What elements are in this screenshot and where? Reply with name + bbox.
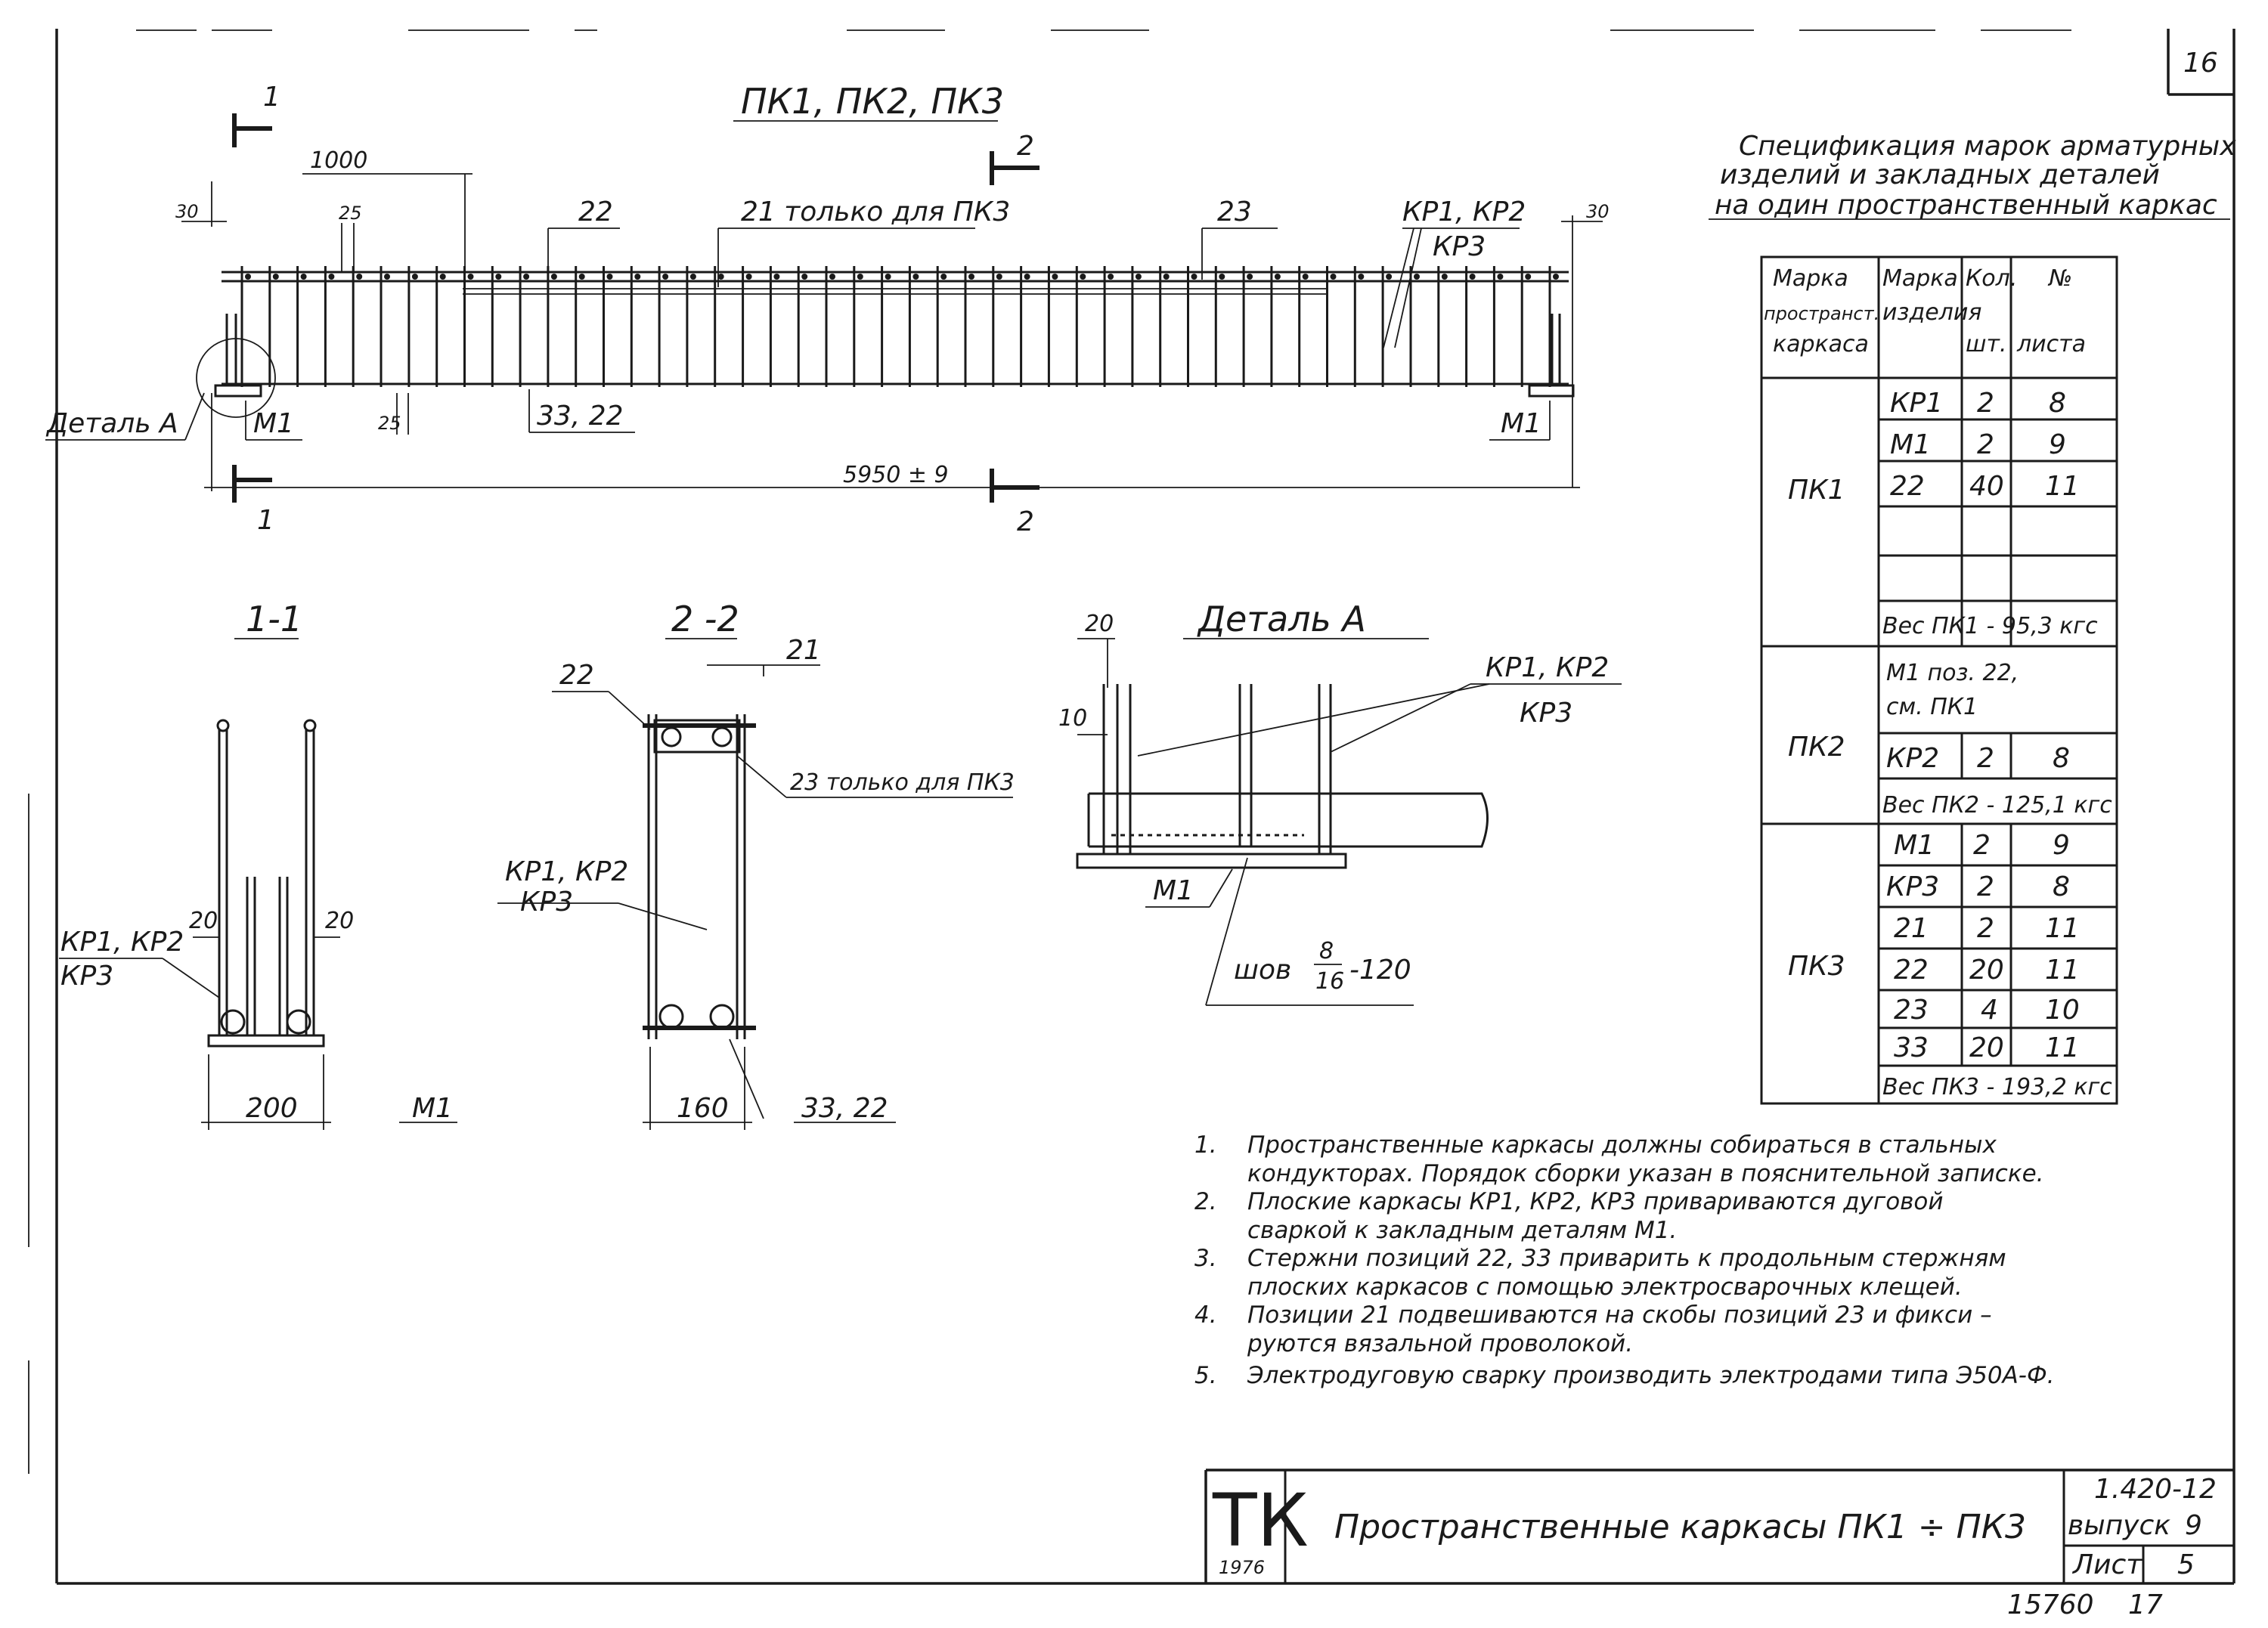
rod-joint-dot [245,274,251,280]
spec-title-line-3: на один пространственный каркас [1715,190,2217,221]
rod-joint-dot [1052,274,1058,280]
spec-pk3-weight: Вес ПК3 - 193,2 кгс [1882,1074,2112,1100]
section-2-2-title: 2 -2 [671,599,739,639]
title-block-sheet-label: Лист [2073,1549,2143,1580]
section-1-1-dim-20-left: 20 [189,908,218,934]
detail-a-dim-10: 10 [1058,705,1088,732]
section-1-label-bottom: 1 [257,505,274,536]
spec-header-qty-2: шт. [1966,331,2007,357]
section-2-2-pos-22: 22 [559,660,594,691]
rod-joint-dot [1414,274,1420,280]
spec-header-item-mark-1: Марка [1882,265,1958,292]
spec-pk2-weight: Вес ПК2 - 125,1 кгс [1882,792,2112,819]
section-1-1-width: 200 [246,1093,298,1124]
section-1-1 [59,599,457,1130]
rod-joint-dot [1470,274,1476,280]
spec-pk1-row1-item: КР1 [1890,388,1944,419]
section-2-2-kr1-kr2: КР1, КР2 [505,856,629,887]
spec-header-frame-mark-2: пространст. [1764,303,1880,324]
spec-pk3-row4-item: 22 [1894,955,1929,986]
spec-pk3-row6-item: 33 [1894,1032,1929,1063]
sheet-number: 16 [2183,48,2218,79]
section-2-2-pos-33-22: 33, 22 [801,1093,888,1124]
footer-page-number: 17 [2128,1589,2163,1620]
title-block-logo: ТК [1213,1478,1309,1563]
section-2-label-top: 2 [1017,131,1034,162]
section-2-2 [497,599,1015,1130]
stirrup-rods [242,266,1559,387]
rod-joint-dot [1136,274,1142,280]
title-block-year: 1976 [1219,1557,1266,1578]
rod-joint-dot [523,274,529,280]
rod-joint-dot [662,274,668,280]
detail-a-title: Деталь А [1198,599,1366,639]
rod-joint-dot [829,274,835,280]
note-4-line-1: Позиции 21 подвешиваются на скобы позиций 23 и фикси – [1247,1301,1992,1329]
detail-a-weld-label: шов [1234,955,1292,986]
rod-joint-dot [1553,274,1559,280]
embedded-plate-m1-left [215,385,261,396]
note-1-number: 1. [1194,1131,1217,1159]
rod-joint-dot [1080,274,1086,280]
spec-pk3-row3-sheet: 11 [2045,913,2080,944]
spec-header-frame-mark-3: каркаса [1773,331,1869,357]
section-2-2-kr3: КР3 [520,887,574,918]
spec-header-sheet-1: № [2049,265,2073,292]
rod-joint-dot [356,274,362,280]
spec-pk3-row1-item: М1 [1894,830,1935,861]
section-1-label-top: 1 [263,82,280,113]
rod-joint-dot [718,274,724,280]
rod-joint-dot [1191,274,1198,280]
spec-header-item-mark-2: изделия [1882,299,1982,326]
spec-header-sheet-2: листа [2017,331,2087,357]
detail-a-dim-20: 20 [1085,611,1114,637]
dim-1000: 1000 [310,147,368,174]
note-1-line-1: Пространственные каркасы должны собираться в стальных [1247,1131,1997,1159]
rod-joint-dot [912,274,919,280]
spec-header-qty-1: Кол. [1966,265,2018,292]
detail-a-kr1-kr2: КР1, КР2 [1486,652,1610,683]
rod-joint-dot [968,274,974,280]
rod-joint-dot [1247,274,1253,280]
spec-pk1-row2-item: М1 [1890,429,1931,460]
spec-title-line-2: изделий и закладных деталей [1720,159,2160,190]
spec-pk3-row2-item: КР3 [1886,871,1940,902]
rod-joint-dot [412,274,418,280]
spec-header-frame-mark-1: Марка [1773,265,1848,292]
spec-pk2-row1-qty: 2 [1977,743,1994,774]
label-m1-left: М1 [253,408,294,439]
note-4-number: 4. [1194,1301,1217,1329]
rod-joint-dot [996,274,1002,280]
note-2-number: 2. [1194,1188,1217,1215]
section-2-2-pos-21: 21 [786,635,821,666]
rod-joint-dot [440,274,446,280]
section-2-2-width: 160 [677,1093,729,1124]
dim-30-right: 30 [1586,201,1610,222]
section-1-1-dim-20-right: 20 [325,908,355,934]
rod-joint-dot [273,274,279,280]
rod-joint-dot [773,274,779,280]
title-block [1206,1470,2234,1583]
rod-joint-dot [495,274,501,280]
rod-joint-dot [579,274,585,280]
rod-joint-dot [607,274,613,280]
rod-joint-dot [1386,274,1392,280]
label-pos-22: 22 [578,197,613,227]
elevation-title: ПК1, ПК2, ПК3 [741,81,1005,122]
rod-joint-dot [885,274,891,280]
rod-joint-dot [1275,274,1281,280]
spec-pk3-row2-qty: 2 [1977,871,1994,902]
note-1-line-2: кондукторах. Порядок сборки указан в пояснительной записке. [1247,1160,2044,1187]
note-3-line-2: плоских каркасов с помощью электросварочных клещей. [1247,1274,1963,1301]
rod-joint-dot [940,274,947,280]
title-block-issue-label: выпуск [2068,1510,2171,1541]
detail-a [1058,599,1622,1005]
detail-a-weld-length: -120 [1349,955,1411,986]
spec-pk1-row2-sheet: 9 [2049,429,2066,460]
dim-25-top: 25 [339,203,362,224]
spec-pk3-row6-sheet: 11 [2045,1032,2080,1063]
rod-joint-dot [1163,274,1170,280]
spec-pk1-row3-sheet: 11 [2045,471,2080,502]
section-marker-2 [992,131,1040,537]
rod-joint-dot [746,274,752,280]
rod-joint-dot [690,274,696,280]
rod-joint-dot [1303,274,1309,280]
note-2-line-1: Плоские каркасы КР1, КР2, КР3 привариваются дуговой [1247,1188,1944,1215]
spec-pk3-row1-qty: 2 [1973,830,1991,861]
rod-joint-dot [1108,274,1114,280]
elevation-view [45,81,1610,537]
note-5-line-1: Электродуговую сварку производить электродами типа Э50А-Ф. [1247,1362,2055,1389]
spec-pk1-row1-sheet: 8 [2049,388,2066,419]
spec-pk3-row3-item: 21 [1894,913,1929,944]
rod-joint-dot [634,274,640,280]
spec-group-pk3-mark: ПК3 [1788,951,1845,982]
section-1-1-kr1-kr2: КР1, КР2 [60,927,184,958]
section-1-1-m1: М1 [412,1093,453,1124]
rod-joint-dot [857,274,863,280]
spec-pk3-row5-qty: 4 [1981,995,1998,1026]
note-4-line-2: руются вязальной проволокой. [1247,1330,1634,1357]
label-33-22: 33, 22 [537,401,624,432]
label-detail-a: Деталь А [47,408,178,439]
spec-pk3-row4-qty: 20 [1969,955,2004,986]
spec-pk1-row3-item: 22 [1890,471,1925,502]
section-2-2-pos-23-only-pk3: 23 только для ПК3 [790,769,1015,796]
rod-joint-dot [801,274,807,280]
rod-joint-dot [1024,274,1030,280]
title-block-series: 1.420-12 [2094,1474,2217,1505]
dim-25-bottom: 25 [378,413,401,434]
rod-joint-dot [328,274,334,280]
dim-total-length: 5950 ± 9 [843,462,949,488]
rod-joint-dot [551,274,557,280]
footer-inventory-number: 15760 [2007,1589,2094,1620]
rod-joint-dot [1525,274,1531,280]
embedded-plate-m1-right [1529,385,1573,396]
spec-pk2-note-1: М1 поз. 22, [1886,660,2019,686]
detail-a-weld-den: 16 [1315,968,1345,995]
spec-pk3-row2-sheet: 8 [2053,871,2070,902]
spec-pk1-row1-qty: 2 [1977,388,1994,419]
note-3-number: 3. [1194,1245,1217,1272]
spec-pk3-row5-item: 23 [1894,995,1929,1026]
section-2-label-bottom: 2 [1017,506,1034,537]
spec-pk3-row4-sheet: 11 [2045,955,2080,986]
spec-group-pk2-mark: ПК2 [1788,732,1845,763]
rod-joint-dot [301,274,307,280]
rod-joint-dot [1331,274,1337,280]
rod-joint-dot [1497,274,1503,280]
spec-pk3-row6-qty: 20 [1969,1032,2004,1063]
rod-joint-dot [468,274,474,280]
spec-title-line-1: Спецификация марок арматурных [1739,131,2236,162]
label-pos-21-only-pk3: 21 только для ПК3 [741,197,1011,227]
note-2-line-2: сваркой к закладным деталям М1. [1247,1217,1678,1244]
label-m1-right: М1 [1501,408,1541,439]
spec-pk1-row3-qty: 40 [1969,471,2004,502]
detail-a-kr3: КР3 [1520,698,1573,729]
section-1-1-kr3: КР3 [60,961,114,992]
label-kr1-kr2: КР1, КР2 [1402,197,1526,227]
spec-pk2-note-2: см. ПК1 [1886,694,1978,720]
detail-a-weld-num: 8 [1319,938,1334,964]
dim-30-left: 30 [175,201,199,222]
spec-pk3-row1-sheet: 9 [2053,830,2070,861]
detail-a-m1: М1 [1153,875,1194,906]
label-pos-23: 23 [1217,197,1252,227]
note-3-line-1: Стержни позиций 22, 33 приварить к продольным стержням [1247,1245,2006,1272]
spec-pk2-row1-sheet: 8 [2053,743,2070,774]
label-kr3: КР3 [1433,231,1486,262]
spec-pk2-row1-item: КР2 [1886,743,1940,774]
spec-pk3-row3-qty: 2 [1977,913,1994,944]
notes [1194,1131,2055,1389]
rod-joint-dot [1219,274,1225,280]
specification [1709,131,2236,1103]
rod-joint-dot [1442,274,1448,280]
rod-joint-dot [1358,274,1364,280]
rod-joint-dot [384,274,390,280]
title-block-sheet: 5 [2177,1549,2195,1580]
section-1-1-title: 1-1 [246,599,303,639]
title-block-issue: 9 [2185,1510,2202,1541]
note-5-number: 5. [1194,1362,1217,1389]
spec-pk3-row5-sheet: 10 [2045,995,2080,1026]
spec-group-pk1-mark: ПК1 [1788,475,1845,506]
spec-pk1-weight: Вес ПК1 - 95,3 кгс [1882,613,2098,639]
spec-pk1-row2-qty: 2 [1977,429,1994,460]
title-block-title: Пространственные каркасы ПК1 ÷ ПК3 [1334,1508,2026,1546]
